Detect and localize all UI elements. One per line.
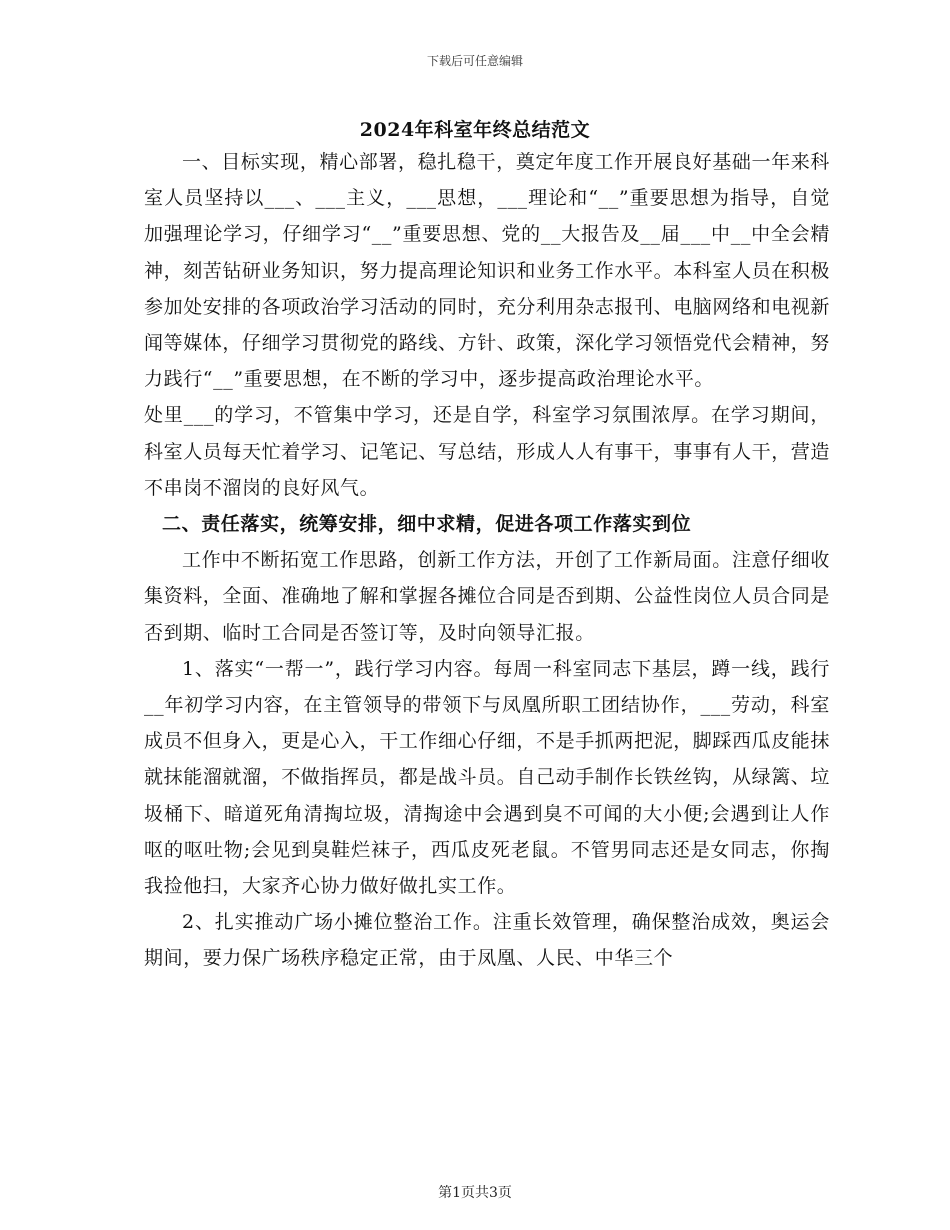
paragraph-item-two: 2、扎实推动广场小摊位整治工作。注重长效管理，确保整治成效，奥运会期间，要力保广场秩序稳定正常，由于凤凰、人民、中华三个 xyxy=(144,911,830,970)
page-footer: 第1页共3页 xyxy=(438,1185,512,1201)
document-body xyxy=(144,144,830,977)
paragraph-goal-implementation: 一、目标实现，精心部署，稳扎稳干，奠定年度工作开展良好基础一年来科室人员坚持以___、___主义，___思想，___理论和“__”重要思想为指导，自觉加强理论学习，仔细学习“__”重要思想、党的__大报告及__届___中__中全会精神，刻苦钻研业务知识，努力提高理论知识和业务工作水平。本科室人员在积极参加处安排的各项政治学习活动的同时，充分利用杂志报刊、电脑网络和电视新闻等媒体，仔细学习贯彻党的路线、方针、政策，深化学习领悟党代会精神，努力践行“__”重要思想，在不断的学习中，逐步提高政治理论水平。 xyxy=(144,151,831,391)
document-title: 2024年科室年终总结范文 xyxy=(359,119,591,141)
paragraph-study-atmosphere: 处里___的学习，不管集中学习，还是自学，科室学习氛围浓厚。在学习期间，科室人员每天忙着学习、记笔记、写总结，形成人人有事干，事事有人干，营造不串岗不溜岗的良好风气。 xyxy=(144,404,831,499)
paragraph-item-one: 1、落实“一帮一”，践行学习内容。每周一科室同志下基层，蹲一线，践行__年初学习内容，在主管领导的带领下与凤凰所职工团结协作，___劳动，科室成员不但身入，更是心入，干工作细心仔细，不是手抓两把泥，脚踩西瓜皮能抹就抹能溜就溜，不做指挥员，都是战斗员。自己动手制作长铁丝钩，从绿篱、垃圾桶下、暗道死角清掏垃圾，清掏途中会遇到臭不可闻的大小便;会遇到让人作呕的呕吐物;会见到臭鞋烂袜子，西瓜皮死老鼠。不管男同志还是女同志，你掏我捡他扫，大家齐心协力做好做扎实工作。 xyxy=(144,657,831,898)
section-heading-responsibility: 二、责任落实，统筹安排，细中求精，促进各项工作落实到位 xyxy=(162,513,692,536)
page-header-note: 下载后可任意编辑 xyxy=(426,54,523,68)
paragraph-work-methods: 工作中不断拓宽工作思路，创新工作方法，开创了工作新局面。注意仔细收集资料，全面、准确地了解和掌握各摊位合同是否到期、公益性岗位人员合同是否到期、临时工合同是否签订等，及时向领导汇报。 xyxy=(144,549,831,644)
